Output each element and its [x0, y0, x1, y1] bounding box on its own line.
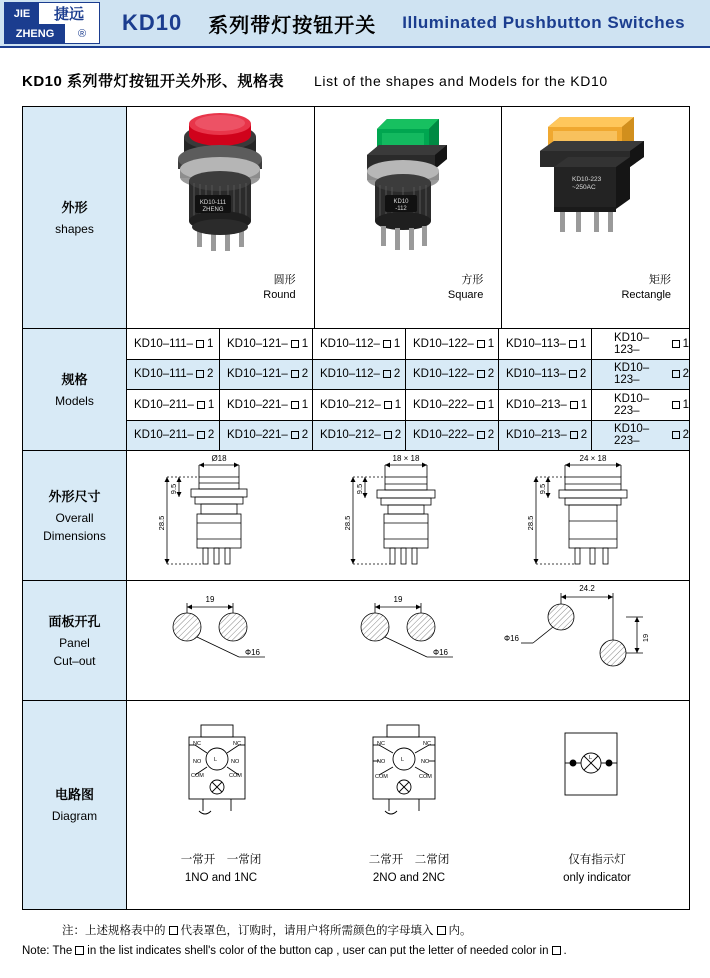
- rectangle-caption-en: Rectangle: [621, 288, 672, 301]
- color-placeholder-box: [552, 946, 561, 955]
- model-code-text: KD10–121–: [227, 368, 288, 381]
- color-placeholder-box: [477, 340, 485, 348]
- header-title-en: Illuminated Pushbutton Switches: [402, 13, 686, 32]
- color-placeholder-box: [672, 431, 679, 439]
- page-title: [22, 70, 694, 91]
- model-suffix: 2: [682, 368, 689, 381]
- svg-text:NO: NO: [231, 759, 240, 765]
- model-code-text: KD10–211–: [134, 398, 194, 411]
- color-placeholder-box: [570, 431, 578, 439]
- model-suffix: 1: [579, 337, 587, 350]
- model-code: [592, 390, 689, 420]
- model-code: [406, 421, 499, 451]
- model-code: [127, 360, 220, 390]
- color-placeholder-box: [169, 926, 178, 935]
- round-caption-en: Round: [263, 288, 296, 301]
- dim-square-v1: 9.5: [355, 483, 364, 495]
- model-code-text: KD10–223–: [614, 392, 650, 417]
- rectangle-caption: [502, 273, 689, 303]
- svg-text:NC: NC: [193, 741, 201, 747]
- model-suffix: 1: [301, 398, 309, 411]
- color-placeholder-box: [477, 401, 485, 409]
- specification-table: [22, 106, 690, 910]
- model-code: [592, 421, 689, 451]
- svg-text:-112: -112: [394, 206, 407, 212]
- color-placeholder-box: [75, 946, 84, 955]
- row-label-dimensions-en1: Overall: [55, 511, 94, 526]
- model-code: [592, 360, 689, 390]
- diagram-cell: [127, 701, 691, 909]
- color-placeholder-box: [437, 926, 446, 935]
- row-label-cutout: [23, 581, 127, 700]
- diagram-3-cn: 仅有指示灯: [568, 854, 626, 866]
- model-code: [499, 390, 592, 420]
- model-suffix: 1: [394, 398, 402, 411]
- models-row-4: [127, 421, 689, 451]
- svg-text:COM: COM: [375, 774, 388, 780]
- svg-text:~250AC: ~250AC: [572, 184, 597, 191]
- model-code-text: KD10–221–: [227, 429, 288, 442]
- model-code: [406, 390, 499, 420]
- cutout-cell: [127, 581, 691, 700]
- color-placeholder-box: [383, 370, 391, 378]
- model-code-text: KD10–212–: [320, 429, 381, 442]
- diagram-2-cn: 二常开 二常闭: [368, 854, 450, 866]
- color-placeholder-box: [569, 340, 577, 348]
- model-suffix: 1: [301, 337, 309, 350]
- rectangle-switch-photo: [502, 107, 689, 273]
- color-placeholder-box: [291, 431, 299, 439]
- header-model: KD10: [122, 10, 183, 35]
- model-code-text: KD10–213–: [506, 429, 567, 442]
- model-code: [127, 421, 220, 451]
- model-suffix: 1: [207, 337, 214, 350]
- dim-rect-v1: 9.5: [538, 483, 547, 495]
- model-code-text: KD10–122–: [413, 337, 474, 350]
- model-suffix: 1: [682, 398, 689, 411]
- cutout-rect-dia: Ф16: [504, 634, 519, 643]
- model-code-text: KD10–111–: [134, 337, 194, 350]
- row-label-shapes: [23, 107, 127, 328]
- row-label-dimensions-cn: 外形尺寸: [48, 489, 101, 505]
- svg-text:COM: COM: [419, 774, 432, 780]
- color-placeholder-box: [291, 370, 299, 378]
- color-placeholder-box: [672, 370, 679, 378]
- model-code: [313, 329, 406, 359]
- round-caption: [127, 273, 314, 303]
- dim-square-top: 18 × 18: [392, 454, 420, 463]
- dim-rect-top: 24 × 18: [579, 454, 607, 463]
- svg-text:L: L: [401, 757, 405, 763]
- color-placeholder-box: [197, 401, 205, 409]
- model-code-text: KD10–113–: [506, 337, 566, 350]
- model-code: [406, 329, 499, 359]
- color-placeholder-box: [383, 340, 391, 348]
- shape-rectangle: [502, 107, 689, 328]
- models-cell: [127, 329, 689, 450]
- svg-text:L: L: [589, 755, 593, 761]
- model-suffix: 1: [393, 337, 401, 350]
- note-cn-suffix: 内。: [448, 925, 472, 937]
- model-code: [313, 390, 406, 420]
- note-cn: [22, 922, 694, 942]
- row-label-dimensions-en2: Dimensions: [43, 528, 106, 543]
- color-placeholder-box: [197, 431, 205, 439]
- color-placeholder-box: [291, 401, 299, 409]
- model-suffix: 1: [207, 398, 215, 411]
- table-row: [23, 701, 689, 909]
- diagram-1-en: 1NO and 1NC: [184, 872, 258, 885]
- models-row-3: [127, 390, 689, 421]
- color-placeholder-box: [384, 401, 392, 409]
- models-row-1: [127, 329, 689, 360]
- shapes-cell: [127, 107, 689, 328]
- square-caption-cn: 方形: [461, 274, 484, 286]
- square-caption: [315, 273, 502, 303]
- shape-round: [127, 107, 315, 328]
- dim-rect-v2: 28.5: [526, 515, 535, 531]
- model-suffix: 2: [487, 368, 495, 381]
- model-suffix: 2: [394, 429, 402, 442]
- svg-text:KD10-111: KD10-111: [199, 200, 227, 206]
- model-suffix: 1: [487, 398, 495, 411]
- color-placeholder-box: [291, 340, 299, 348]
- svg-text:NC: NC: [233, 741, 241, 747]
- color-placeholder-box: [672, 340, 679, 348]
- page-title-en: List of the shapes and Models for the KD10: [314, 73, 608, 89]
- model-code: [220, 421, 313, 451]
- table-row: [23, 581, 689, 701]
- note-cn-prefix: 注：上述规格表中的: [62, 925, 166, 937]
- dimension-drawing-round: [127, 451, 315, 580]
- row-label-models-en: Models: [55, 393, 94, 408]
- model-code-text: KD10–112–: [320, 337, 380, 350]
- row-label-cutout-en2: Cut–out: [53, 653, 96, 668]
- row-label-diagram-cn: 电路图: [54, 787, 94, 803]
- cutout-drawing-rect: [503, 581, 691, 700]
- svg-text:L: L: [214, 757, 218, 763]
- color-placeholder-box: [570, 401, 578, 409]
- model-suffix: 2: [207, 368, 214, 381]
- cutout-drawing-round: [127, 581, 315, 700]
- model-code-text: KD10–122–: [413, 368, 474, 381]
- model-code: [499, 421, 592, 451]
- cutout-round-dia: Ф16: [245, 648, 260, 657]
- row-label-models: [23, 329, 127, 450]
- color-placeholder-box: [477, 431, 485, 439]
- header-title-cn: 系列带灯按钮开关: [208, 14, 377, 37]
- model-code-text: KD10–211–: [134, 429, 194, 442]
- brand-logo: [4, 2, 100, 44]
- model-code: [313, 421, 406, 451]
- model-code: [127, 329, 220, 359]
- svg-text:NC: NC: [377, 741, 385, 747]
- shape-square: [315, 107, 503, 328]
- square-caption-en: Square: [447, 288, 484, 301]
- dimensions-cell: [127, 451, 691, 580]
- model-code-text: KD10–213–: [506, 398, 567, 411]
- model-code-text: KD10–111–: [134, 368, 194, 381]
- model-code: [592, 329, 689, 359]
- color-placeholder-box: [672, 401, 679, 409]
- model-code-text: KD10–112–: [320, 368, 380, 381]
- model-code-text: KD10–121–: [227, 337, 288, 350]
- dimension-drawing-square: [315, 451, 503, 580]
- color-placeholder-box: [569, 370, 577, 378]
- svg-text:COM: COM: [229, 773, 242, 779]
- dim-round-v1: 9.5: [169, 483, 178, 495]
- circuit-diagram-1no1nc: [127, 701, 315, 909]
- svg-text:ZHENG: ZHENG: [202, 207, 224, 213]
- note-en-mid: in the list indicates shell's color of the button cap , user can put the letter of needed color in: [87, 944, 549, 957]
- dim-square-v2: 28.5: [343, 515, 352, 531]
- logo-zheng-text: ZHENG: [5, 24, 65, 43]
- model-suffix: 1: [580, 398, 588, 411]
- row-label-shapes-cn: 外形: [61, 199, 88, 215]
- diagram-2-en: 2NO and 2NC: [372, 872, 446, 885]
- logo-chinese-text: 捷远: [53, 6, 84, 23]
- model-code: [220, 329, 313, 359]
- page-title-cn: KD10 系列带灯按钮开关外形、规格表: [22, 73, 285, 90]
- cutout-round-pitch: 19: [205, 595, 215, 604]
- round-switch-photo: [127, 107, 314, 273]
- cutout-drawing-square: [315, 581, 503, 700]
- row-label-dimensions: [23, 451, 127, 580]
- diagram-1-cn: 一常开 一常闭: [180, 854, 262, 866]
- model-code-text: KD10–123–: [614, 331, 650, 356]
- note-en-prefix: Note: The: [22, 944, 73, 957]
- square-switch-photo: [315, 107, 502, 273]
- svg-text:NO: NO: [193, 759, 202, 765]
- svg-text:KD10: KD10: [393, 199, 409, 205]
- model-code-text: KD10–222–: [413, 429, 474, 442]
- circuit-diagram-2no2nc: [315, 701, 503, 909]
- cutout-rect-pitch-v: 19: [641, 633, 650, 643]
- cutout-rect-pitch-h: 24.2: [579, 584, 595, 593]
- model-code: [406, 360, 499, 390]
- svg-text:KD10-223: KD10-223: [572, 176, 602, 183]
- model-code: [220, 390, 313, 420]
- diagram-3-en: only indicator: [563, 872, 631, 885]
- color-placeholder-box: [477, 370, 485, 378]
- model-code: [313, 360, 406, 390]
- model-code: [127, 390, 220, 420]
- models-row-2: [127, 360, 689, 391]
- table-row: [23, 107, 689, 329]
- model-code-text: KD10–223–: [614, 423, 650, 448]
- row-label-shapes-en: shapes: [55, 221, 94, 236]
- model-suffix: 2: [487, 429, 495, 442]
- model-suffix: 2: [301, 429, 309, 442]
- color-placeholder-box: [384, 431, 392, 439]
- svg-text:NO: NO: [377, 759, 386, 765]
- footer-notes: [22, 922, 694, 961]
- svg-text:NC: NC: [423, 741, 431, 747]
- circuit-diagram-indicator: [503, 701, 691, 909]
- registered-mark-icon: ®: [77, 27, 87, 40]
- color-placeholder-box: [196, 370, 204, 378]
- dim-round-top: Ø18: [211, 454, 227, 463]
- row-label-diagram: [23, 701, 127, 909]
- model-suffix: 2: [393, 368, 401, 381]
- table-row: [23, 451, 689, 581]
- color-placeholder-box: [196, 340, 204, 348]
- model-code-text: KD10–221–: [227, 398, 288, 411]
- note-cn-mid: 代表罩色，订购时，请用户将所需颜色的字母填入: [180, 925, 434, 937]
- model-suffix: 2: [682, 429, 689, 442]
- model-code: [220, 360, 313, 390]
- logo-jie-text: JIE: [5, 3, 39, 24]
- model-suffix: 2: [207, 429, 215, 442]
- row-label-cutout-cn: 面板开孔: [48, 614, 101, 630]
- model-code-text: KD10–222–: [413, 398, 474, 411]
- model-code: [499, 360, 592, 390]
- dim-round-v2: 28.5: [157, 515, 166, 531]
- row-label-diagram-en: Diagram: [51, 809, 98, 824]
- svg-text:COM: COM: [191, 773, 204, 779]
- model-suffix: 2: [580, 429, 588, 442]
- row-label-models-cn: 规格: [61, 371, 88, 387]
- page-header: [0, 0, 710, 48]
- model-suffix: 2: [579, 368, 587, 381]
- row-label-cutout-en1: Panel: [59, 636, 90, 651]
- model-code-text: KD10–123–: [614, 362, 650, 387]
- dimension-drawing-rect: [503, 451, 691, 580]
- model-code-text: KD10–212–: [320, 398, 381, 411]
- model-suffix: 1: [487, 337, 495, 350]
- model-suffix: 2: [301, 368, 309, 381]
- model-suffix: 1: [682, 337, 689, 350]
- cutout-square-pitch: 19: [393, 595, 403, 604]
- cutout-square-dia: Ф16: [433, 648, 448, 657]
- note-en-suffix: .: [563, 944, 567, 957]
- note-en: [22, 942, 694, 962]
- model-code-text: KD10–113–: [506, 368, 566, 381]
- svg-text:NO: NO: [421, 759, 430, 765]
- table-row: [23, 329, 689, 451]
- rectangle-caption-cn: 矩形: [649, 274, 672, 286]
- round-caption-cn: 圆形: [273, 274, 296, 286]
- model-code: [499, 329, 592, 359]
